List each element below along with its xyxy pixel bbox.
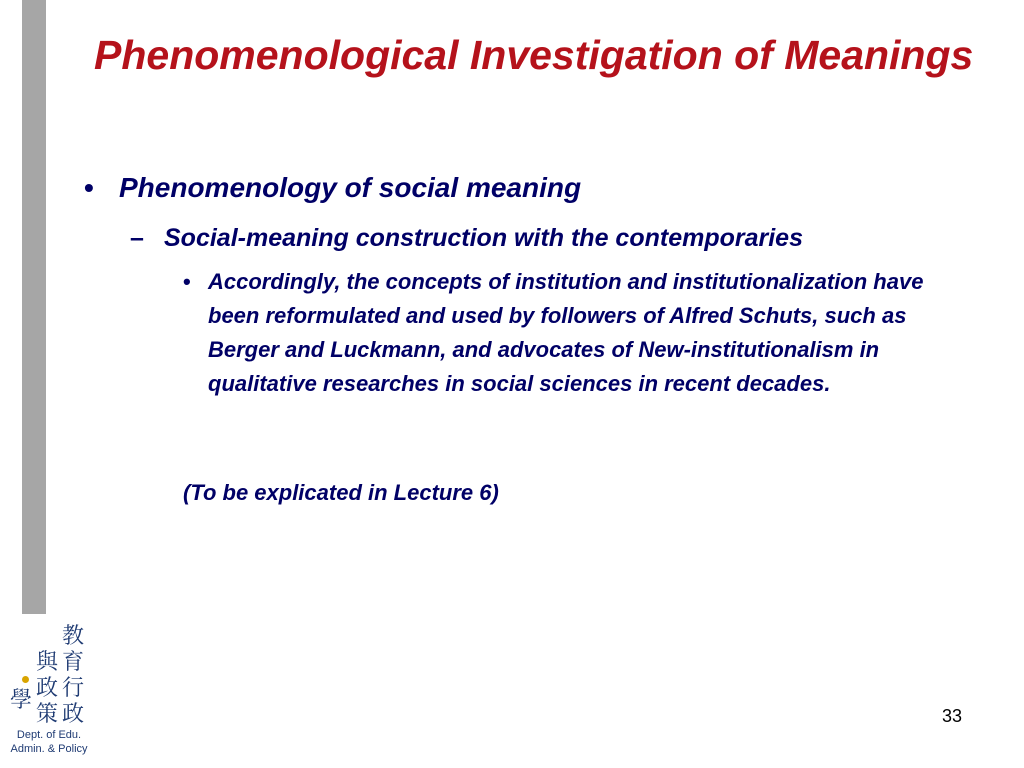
page-number: 33 (941, 706, 962, 726)
logo-char: 策 (35, 702, 58, 727)
bullet-text: Social-meaning construction with the contemporaries (164, 224, 803, 252)
logo-caption (8, 728, 90, 756)
emblem-dot-icon (22, 676, 29, 683)
dash-marker: – (130, 224, 144, 252)
bullet-marker: • (84, 172, 94, 203)
logo-caption-line: Admin. & Policy (10, 743, 88, 755)
bullet-text: Accordingly, the concepts of institution and institutionalization have been reformulated and used by followers of Alfred Schuts, such as Berger and Luckmann, and advocates of New-institutionalism in qualitative researches in social sciences in recent decades. (208, 269, 924, 396)
logo-char: 教 (61, 624, 84, 649)
side-bar (22, 0, 46, 614)
logo-char: 政 (61, 702, 84, 727)
logo-char: 政 (35, 676, 58, 701)
logo-char: 育 (61, 650, 84, 675)
logo-char: 與 (35, 650, 58, 675)
bullet-marker: • (183, 269, 191, 294)
logo-caption-line: Dept. of Edu. (16, 729, 82, 741)
department-logo (8, 624, 90, 760)
logo-char: 學 (9, 688, 32, 713)
bullet-level3 (183, 265, 973, 401)
lecture-note: (To be explicated in Lecture 6) (183, 480, 499, 505)
logo-char: 行 (61, 676, 84, 701)
bullet-text: Phenomenology of social meaning (119, 172, 582, 203)
logo-characters (8, 624, 90, 728)
slide-title: Phenomenological Investigation of Meanings (94, 32, 974, 78)
